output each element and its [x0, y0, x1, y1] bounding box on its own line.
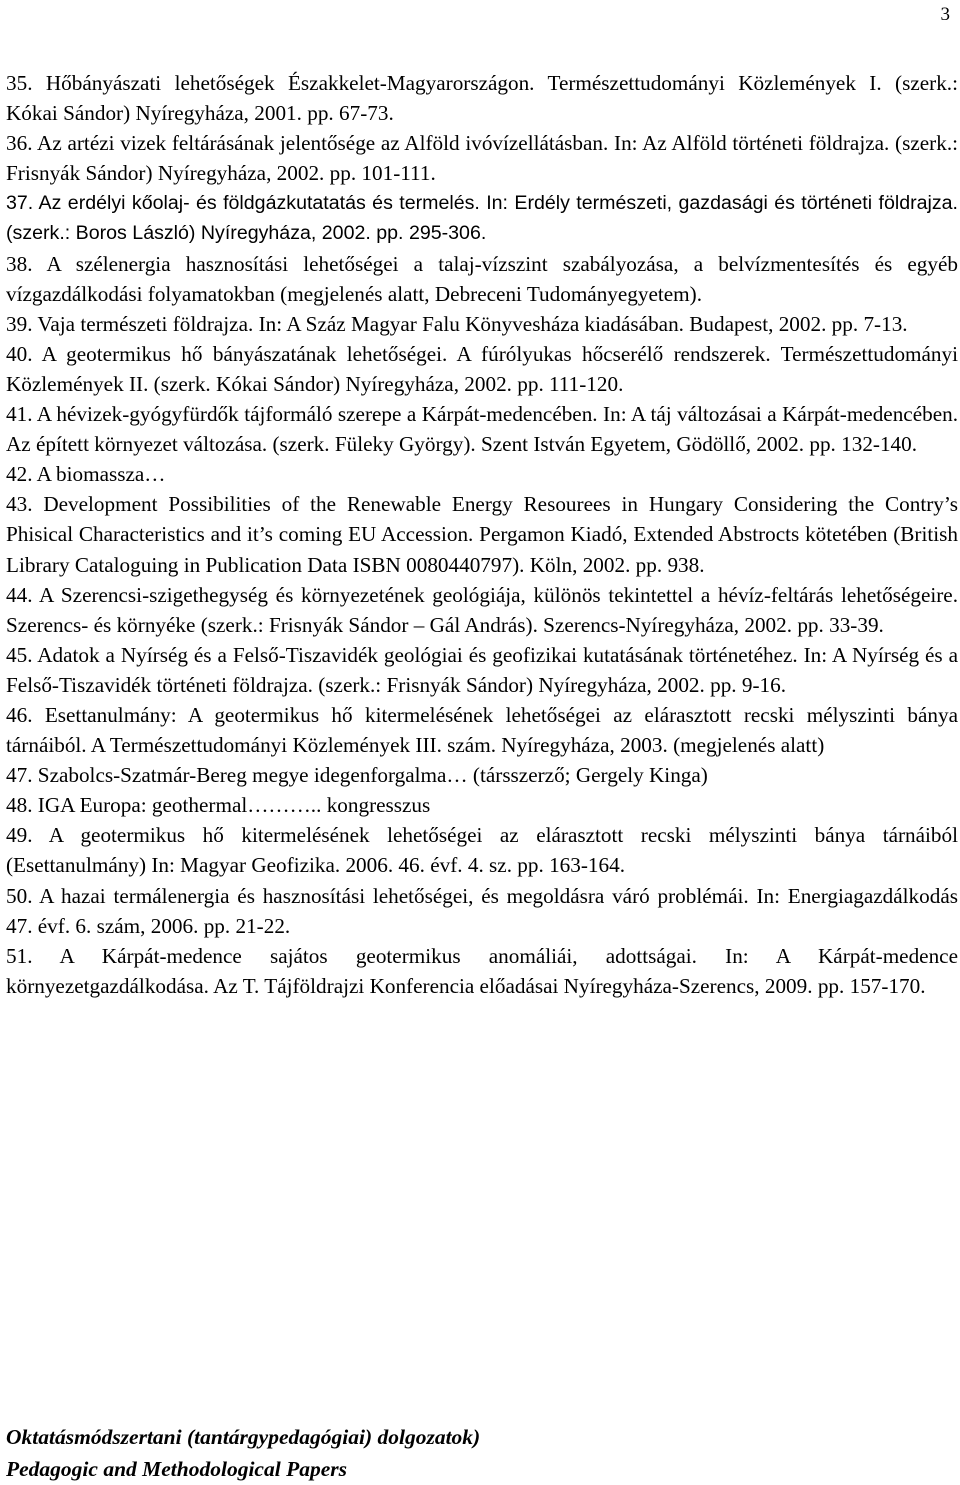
reference-entry-37: 37. Az erdélyi kőolaj- és földgázkutatatás és termelés. In: Erdély természeti, gazdasági és történeti földrajza. (szerk.: Boros László) Nyíregyháza, 2002. pp. 295-306.: [6, 192, 958, 245]
reference-entry-38: 38. A szélenergia hasznosítási lehetőségei a talaj-vízszint szabályozása, a belvízmentesítés és egyéb vízgazdálkodási folyamatokban (megjelenés alatt, Debreceni Tudományegyetem).: [6, 251, 958, 306]
reference-entry-35: 35. Hőbányászati lehetőségek Északkelet-Magyarországon. Természettudományi Közlemények I. (szerk.: Kókai Sándor) Nyíregyháza, 2001. pp. 67-73.: [6, 71, 958, 126]
reference-entry-45: 45. Adatok a Nyírség és a Felső-Tiszavidék geológiai és geofizikai kutatásának történetéhez. In: A Nyírség és a Felső-Tiszavidék történeti földrajza. (szerk.: Frisnyák Sándor) Nyíregyháza, 2002. pp. 9-16.: [6, 642, 958, 697]
section-heading: [6, 1421, 480, 1485]
reference-entry-40: 40. A geotermikus hő bányászatának lehetőségei. A fúrólyukas hőcserélő rendszerek. Természettudományi Közlemények II. (szerk. Kókai Sándor) Nyíregyháza, 2002. pp. 111-120.: [6, 341, 958, 396]
reference-entry-36: 36. Az artézi vizek feltárásának jelentősége az Alföld ivóvízellátásban. In: Az Alföld történeti földrajza. (szerk.: Frisnyák Sándor) Nyíregyháza, 2002. pp. 101-111.: [6, 131, 958, 186]
reference-entry-43: 43. Development Possibilities of the Renewable Energy Resourees in Hungary Considering the Contry’s Phisical Characteristics and it’s coming EU Accession. Pergamon Kiadó, Extended Abstrocts kötetében (British Library Cataloguing in Publication Data ISBN 0080440797). Köln, 2002. pp. 938.: [6, 492, 958, 577]
reference-entry-42: 42. A biomassza…: [6, 462, 166, 487]
page-number: 3: [940, 4, 950, 25]
reference-entry-46: 46. Esettanulmány: A geotermikus hő kitermelésének lehetőségei az elárasztott recski mélyszinti bánya tárnáiból. A Természettudományi Közlemények III. szám. Nyíregyháza, 2003. (megjelenés alatt): [6, 702, 958, 758]
reference-list: [6, 68, 958, 1001]
reference-entry-47: 47. Szabolcs-Szatmár-Bereg megye idegenforgalma… (társszerző; Gergely Kinga): [6, 763, 708, 788]
reference-entry-51: 51. A Kárpát-medence sajátos geotermikus anomáliái, adottságai. In: A Kárpát-medence környezetgazdálkodása. Az T. Tájföldrajzi Konferencia előadásai Nyíregyháza-Szerencs, 2009. pp. 157-170.: [6, 943, 958, 998]
reference-entry-49: 49. A geotermikus hő kitermelésének lehetőségei az elárasztott recski mélyszinti bánya tárnáiból (Esettanulmány) In: Magyar Geofizika. 2006. 46. évf. 4. sz. pp. 163-164.: [6, 823, 958, 878]
reference-entry-48: 48. IGA Europa: geothermal……….. kongresszus: [6, 793, 431, 818]
reference-entry-50: 50. A hazai termálenergia és hasznosítási lehetőségei, és megoldásra váró problémái. In: Energiagazdálkodás 47. évf. 6. szám, 2006. pp. 21-22.: [6, 883, 958, 938]
section-heading-hungarian: Oktatásmódszertani (tantárgypedagógiai) dolgozatok): [6, 1425, 481, 1449]
section-heading-english: Pedagogic and Methodological Papers: [6, 1457, 347, 1481]
reference-entry-41: 41. A hévizek-gyógyfürdők tájformáló szerepe a Kárpát-medencében. In: A táj változásai a Kárpát-medencében. Az épített környezet változása. (szerk. Füleky György). Szent István Egyetem, Gödöllő, 2002. pp. 132-140.: [6, 402, 958, 457]
reference-entry-39: 39. Vaja természeti földrajza. In: A Száz Magyar Falu Könyvesháza kiadásában. Budapest, 2002. pp. 7-13.: [6, 311, 908, 336]
reference-entry-44: 44. A Szerencsi-szigethegység és környezetének geológiája, különös tekintettel a hévíz-feltárás lehetőségeire. Szerencs- és környéke (szerk.: Frisnyák Sándor – Gál András). Szerencs-Nyíregyháza, 2002. pp. 33-39.: [6, 582, 958, 637]
